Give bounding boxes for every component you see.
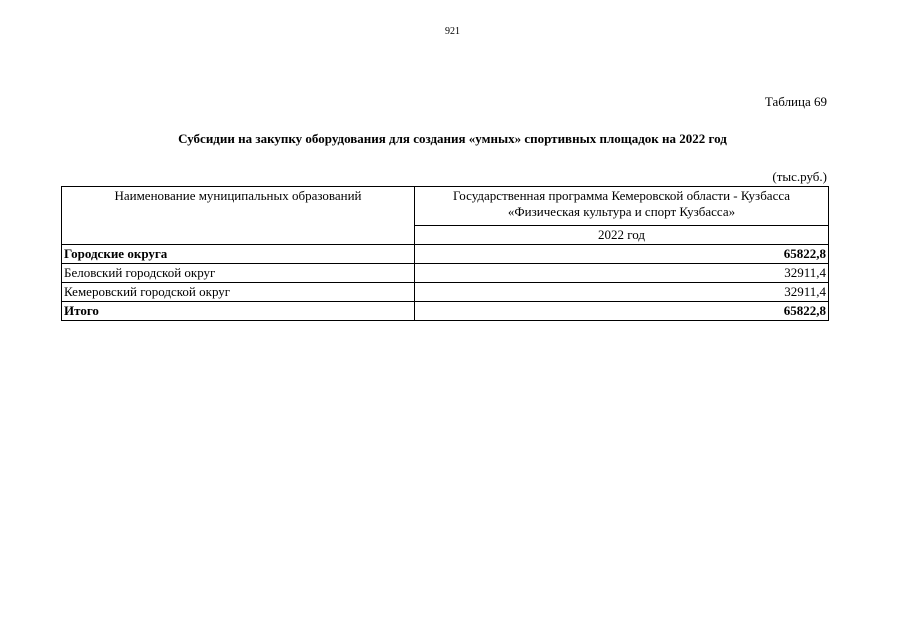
header-program-line1: Государственная программа Кемеровской области - Кузбасса	[452, 188, 791, 203]
page-number: 921	[445, 26, 460, 37]
header-program	[415, 187, 829, 226]
row-value: 65822,8	[415, 302, 829, 321]
units-label: (тыс.руб.)	[772, 169, 827, 184]
row-name: Итого	[62, 302, 415, 321]
header-year: 2022 год	[415, 226, 829, 245]
table-row	[62, 264, 829, 283]
document-title: Субсидии на закупку оборудования для создания «умных» спортивных площадок на 2022 год	[178, 131, 727, 146]
subsidies-table	[61, 186, 829, 321]
table-row	[62, 283, 829, 302]
row-value: 65822,8	[415, 245, 829, 264]
table-label: Таблица 69	[764, 94, 827, 109]
row-value: 32911,4	[415, 283, 829, 302]
row-name: Беловский городской округ	[62, 264, 415, 283]
header-program-line2: «Физическая культура и спорт Кузбасса»	[507, 204, 736, 219]
row-name: Городские округа	[62, 245, 415, 264]
table-row	[62, 245, 829, 264]
header-municipality: Наименование муниципальных образований	[62, 187, 415, 245]
table-row-total	[62, 302, 829, 321]
row-name: Кемеровский городской округ	[62, 283, 415, 302]
row-value: 32911,4	[415, 264, 829, 283]
